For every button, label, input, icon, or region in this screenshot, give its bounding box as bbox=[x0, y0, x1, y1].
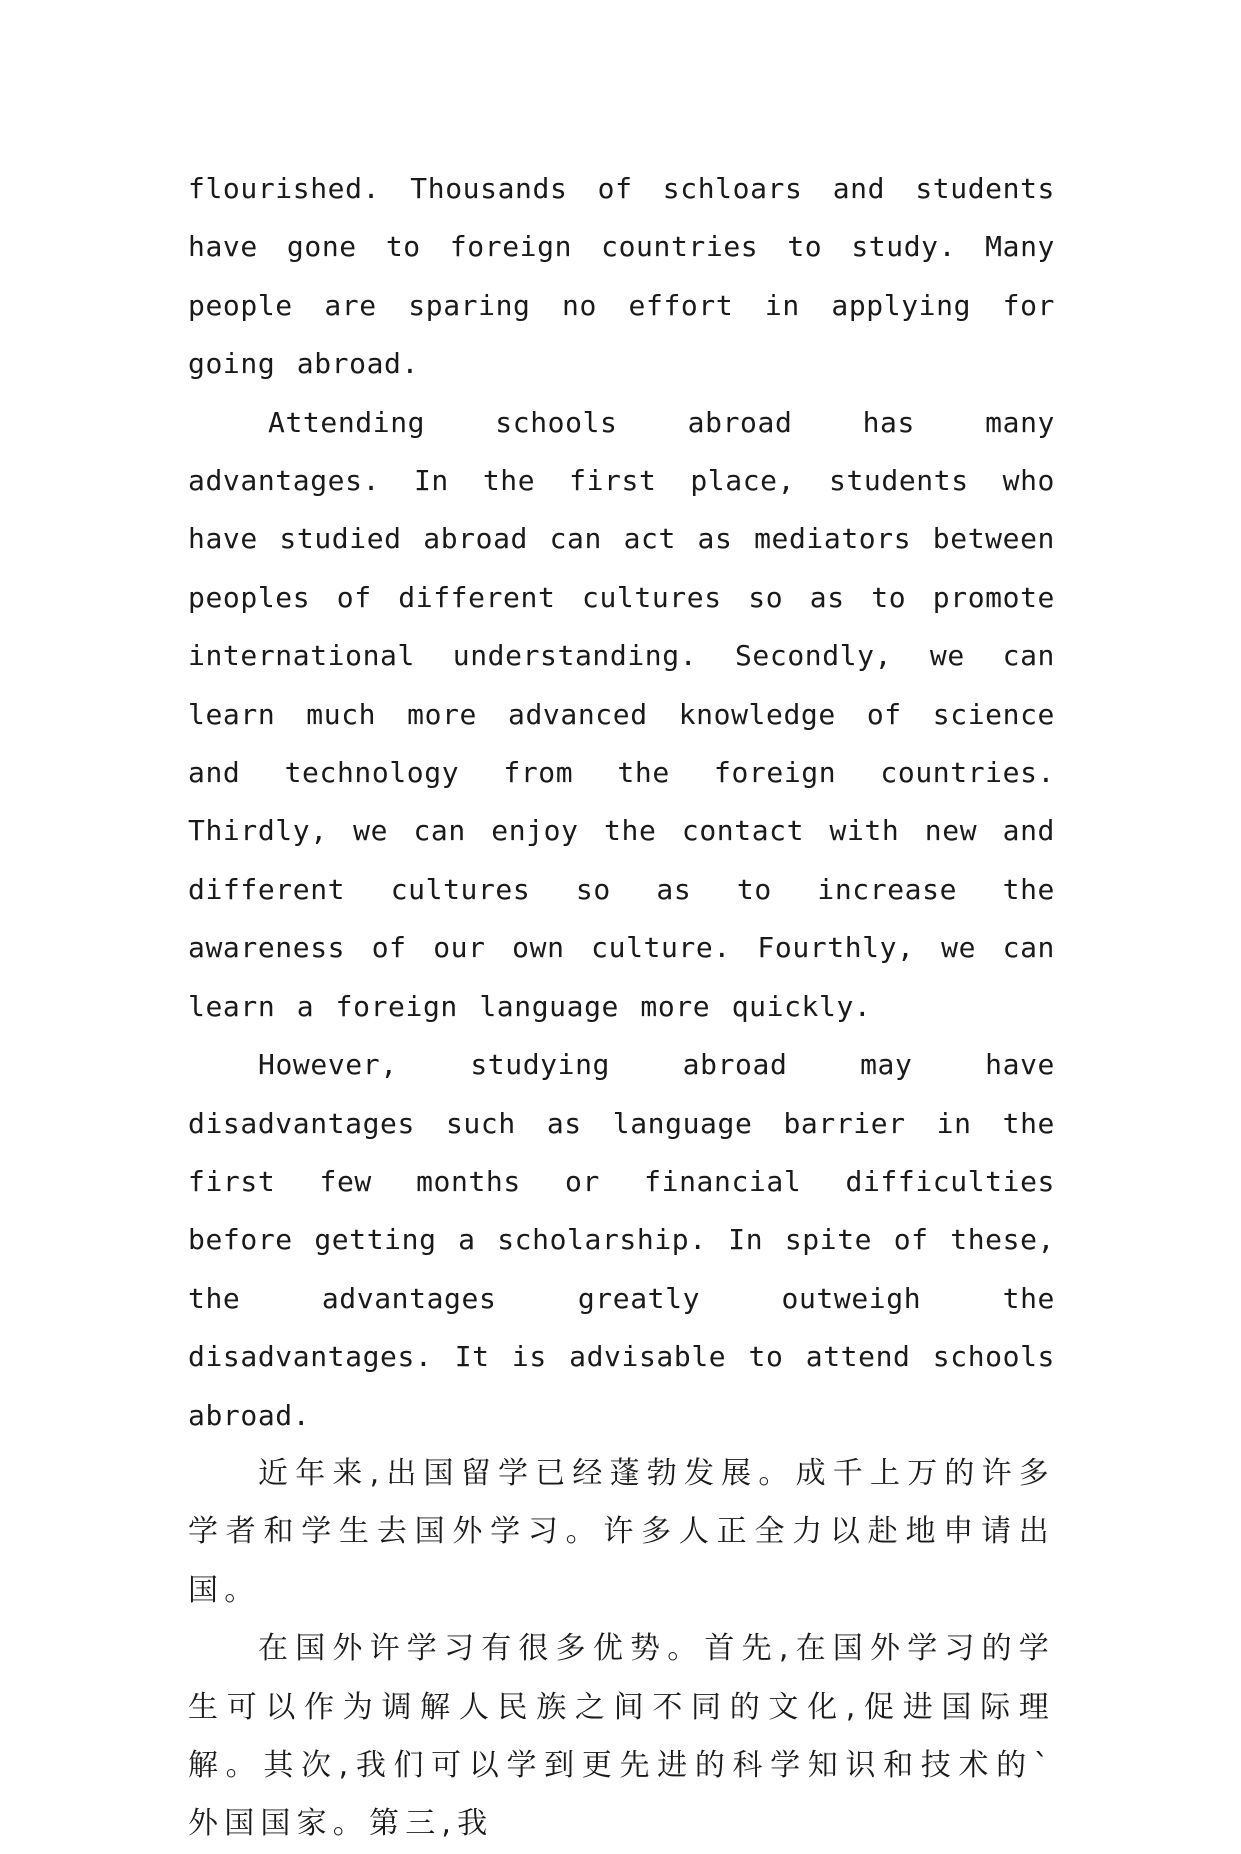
paragraph-chinese-advantages: 在国外许学习有很多优势。首先,在国外学习的学生可以作为调解人民族之间不同的文化,促进国际理解。其次,我们可以学到更先进的科学知识和技术的`外国国家。第三,我 bbox=[188, 1631, 1055, 1842]
paragraph-chinese-intro: 近年来,出国留学已经蓬勃发展。成千上万的许多学者和学生去国外学习。许多人正全力以赴地申请出国。 bbox=[188, 1455, 1055, 1608]
document-body bbox=[188, 160, 1055, 1854]
paragraph-advantages: Attending schools abroad has many advantages. In the first place, students who have studied abroad can act as mediators between peoples of different cultures so as to promote international understanding. Secondly, we can learn much more advanced knowledge of science and technology from the foreign countries. Thirdly, we can enjoy the contact with new and different cultures so as to increase the awareness of our own culture. Fourthly, we can learn a foreign language more quickly. bbox=[188, 405, 1055, 1023]
paragraph-continuation: flourished. Thousands of schloars and students have gone to foreign countries to study. Many people are sparing no effort in applying for going abroad. bbox=[188, 172, 1055, 381]
paragraph-disadvantages: However, studying abroad may have disadvantages such as language barrier in the first few months or financial difficulties before getting a scholarship. In spite of these, the advantages greatly outweigh the disadvantages. It is advisable to attend schools abroad. bbox=[188, 1048, 1055, 1432]
